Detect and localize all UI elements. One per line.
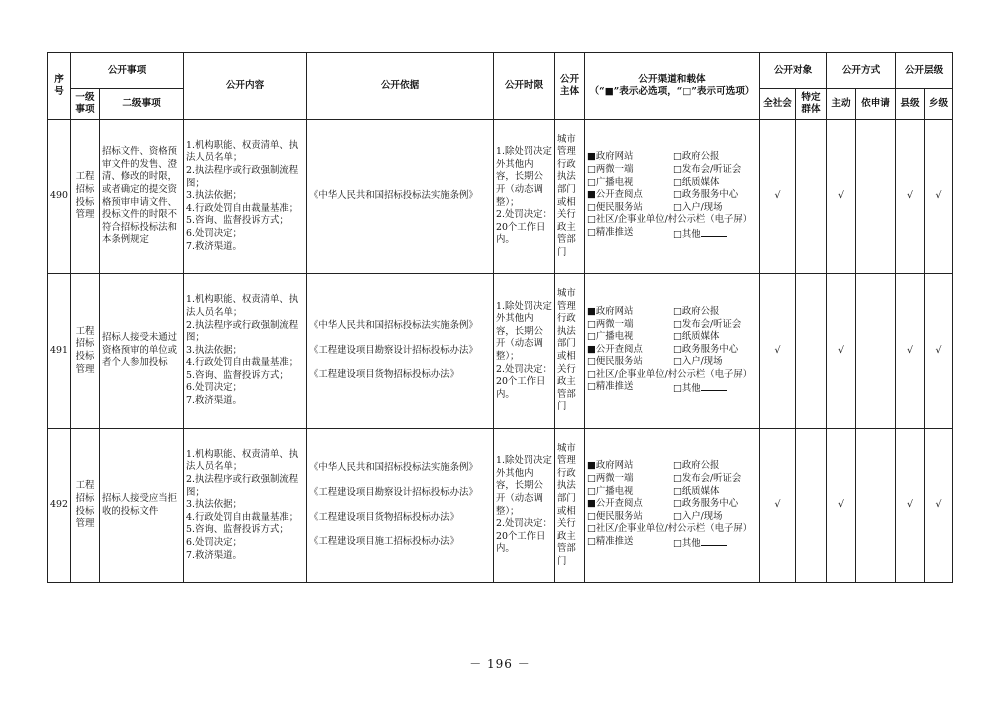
header-audience: 公开对象 [760,53,827,89]
channel-item: ■政府网站 [587,305,634,317]
row-township: √ [925,120,953,274]
basis-item: 《中华人民共和国招标投标法实施条例》 [309,190,478,202]
disclosure-table [47,52,953,583]
channel-item: □两微一端 [587,318,634,330]
header-seq: 序号 [48,53,71,120]
header-county: 县级 [896,89,925,120]
header-time: 公开时限 [494,53,555,120]
basis-item: 《中华人民共和国招标投标法实施条例》 [309,462,478,474]
row-channels [585,120,760,274]
row-channels [585,429,760,583]
table-row [48,429,953,583]
basis-item: 《工程建设项目施工招标投标办法》 [309,536,460,548]
channel-other-wrap [673,381,757,396]
table-row [48,120,953,274]
channel-item: ■政府网站 [587,151,634,163]
channel-item: ■公开查阅点 [587,498,643,510]
basis-item: 《工程建设项目勘察设计招标投标办法》 [309,486,478,498]
channel-item: ■政府网站 [587,460,634,472]
row-level2: 招标人接受未通过资格预审的单位或者个人参加投标 [100,274,184,429]
channel-item: ■公开查阅点 [587,343,643,355]
channel-community: □社区/企事业单位/村公示栏（电子屏） [587,214,753,226]
channel-item: □政务服务中心 [673,498,739,510]
channel-item: □发布会/听证会 [673,318,742,330]
blank-line [701,536,727,546]
row-county: √ [896,120,925,274]
channel-item: □纸质媒体 [673,331,720,343]
row-basis [307,274,494,429]
channel-item: □纸质媒体 [673,485,720,497]
blank-line [701,381,727,391]
row-on-request [856,274,896,429]
row-on-request [856,120,896,274]
row-active: √ [827,120,856,274]
row-content: 1.机构职能、权责清单、执法人员名单； 2.执法程序或行政强制流程图； 3.执法依据； 4.行政处罚自由裁量基准； 5.咨询、监督投诉方式； 6.处罚决定； 7.救济渠道。 [184,274,307,429]
row-content: 1.机构职能、权责清单、执法人员名单； 2.执法程序或行政强制流程图； 3.执法依据； 4.行政处罚自由裁量基准； 5.咨询、监督投诉方式； 6.处罚决定； 7.救济渠道。 [184,429,307,583]
channel-item: □发布会/听证会 [673,164,742,176]
basis-item: 《中华人民共和国招标投标法实施条例》 [309,320,478,332]
header-matter: 公开事项 [71,53,184,89]
row-level2: 招标文件、资格预审文件的发售、澄清、修改的时限，或者确定的提交资格预审申请文件、投标文件的时限不符合招标投标法和本条例规定 [100,120,184,274]
page-number: － 196 － [469,657,531,671]
row-specific-group [796,120,827,274]
row-active: √ [827,429,856,583]
header-level: 公开层级 [896,53,953,89]
blank-line [701,227,727,237]
channel-community: □社区/企事业单位/村公示栏（电子屏） [587,368,753,380]
table-row [48,274,953,429]
channel-other: □其他 [673,383,701,395]
channel-item: □纸质媒体 [673,176,720,188]
header-level2: 二级事项 [100,89,184,120]
channel-item: □政府公报 [673,151,720,163]
channel-item: □政务服务中心 [673,189,739,201]
channel-item: □发布会/听证会 [673,473,742,485]
row-specific-group [796,429,827,583]
header-township: 乡级 [925,89,953,120]
row-basis [307,120,494,274]
channel-item: ■公开查阅点 [587,189,643,201]
header-active: 主动 [827,89,856,120]
channel-other-wrap [673,227,757,242]
channel-item: □便民服务站 [587,356,643,368]
row-on-request [856,429,896,583]
row-subject: 城市管理行政执法部门或相关行政主管部门 [555,120,585,274]
channel-other-wrap [673,536,757,551]
basis-item: 《工程建设项目勘察设计招标投标办法》 [309,344,478,356]
channel-item: □政府公报 [673,305,720,317]
row-seq: 490 [48,120,71,274]
row-township: √ [925,274,953,429]
channel-item: □便民服务站 [587,201,643,213]
row-time: 1.除处罚决定外其他内容，长期公开（动态调整）； 2.处罚决定：20个工作日内。 [494,429,555,583]
header-subject: 公开主体 [555,53,585,120]
header-method: 公开方式 [827,53,896,89]
channel-item: □入户/现场 [673,510,723,522]
channel-push: □精准推送 [587,226,634,238]
channel-item: □便民服务站 [587,510,643,522]
channel-other: □其他 [673,228,701,240]
row-county: √ [896,274,925,429]
row-level1: 工程招标投标管理 [71,120,100,274]
row-subject: 城市管理行政执法部门或相关行政主管部门 [555,274,585,429]
channel-other: □其他 [673,537,701,549]
row-time: 1.除处罚决定外其他内容，长期公开（动态调整）； 2.处罚决定：20个工作日内。 [494,120,555,274]
channel-item: □两微一端 [587,164,634,176]
row-level1: 工程招标投标管理 [71,429,100,583]
row-time: 1.除处罚决定外其他内容，长期公开（动态调整）； 2.处罚决定：20个工作日内。 [494,274,555,429]
row-basis [307,429,494,583]
channel-item: □入户/现场 [673,356,723,368]
row-all-society: √ [760,274,796,429]
row-seq: 491 [48,274,71,429]
row-all-society: √ [760,120,796,274]
channel-item: □广播电视 [587,485,634,497]
row-level1: 工程招标投标管理 [71,274,100,429]
channel-item: □政府公报 [673,460,720,472]
row-all-society: √ [760,429,796,583]
row-level2: 招标人接受应当拒收的投标文件 [100,429,184,583]
header-all-society: 全社会 [760,89,796,120]
row-content: 1.机构职能、权责清单、执法人员名单； 2.执法程序或行政强制流程图； 3.执法依据； 4.行政处罚自由裁量基准； 5.咨询、监督投诉方式； 6.处罚决定； 7.救济渠道。 [184,120,307,274]
channel-item: □广播电视 [587,331,634,343]
row-active: √ [827,274,856,429]
header-on-request: 依申请 [856,89,896,120]
row-township: √ [925,429,953,583]
basis-item: 《工程建设项目货物招标投标办法》 [309,369,460,381]
header-basis: 公开依据 [307,53,494,120]
header-level1: 一级事项 [71,89,100,120]
channel-item: □两微一端 [587,473,634,485]
basis-item: 《工程建设项目货物招标投标办法》 [309,511,460,523]
channel-item: □政务服务中心 [673,343,739,355]
row-subject: 城市管理行政执法部门或相关行政主管部门 [555,429,585,583]
row-specific-group [796,274,827,429]
channel-push: □精准推送 [587,535,634,547]
row-seq: 492 [48,429,71,583]
header-content: 公开内容 [184,53,307,120]
row-county: √ [896,429,925,583]
row-channels [585,274,760,429]
header-specific-group: 特定群体 [796,89,827,120]
channel-push: □精准推送 [587,381,634,393]
header-channel: 公开渠道和载体 （“■”表示必选项，“□”表示可选项） [585,53,760,120]
channel-community: □社区/企事业单位/村公示栏（电子屏） [587,523,753,535]
channel-item: □入户/现场 [673,201,723,213]
channel-item: □广播电视 [587,176,634,188]
